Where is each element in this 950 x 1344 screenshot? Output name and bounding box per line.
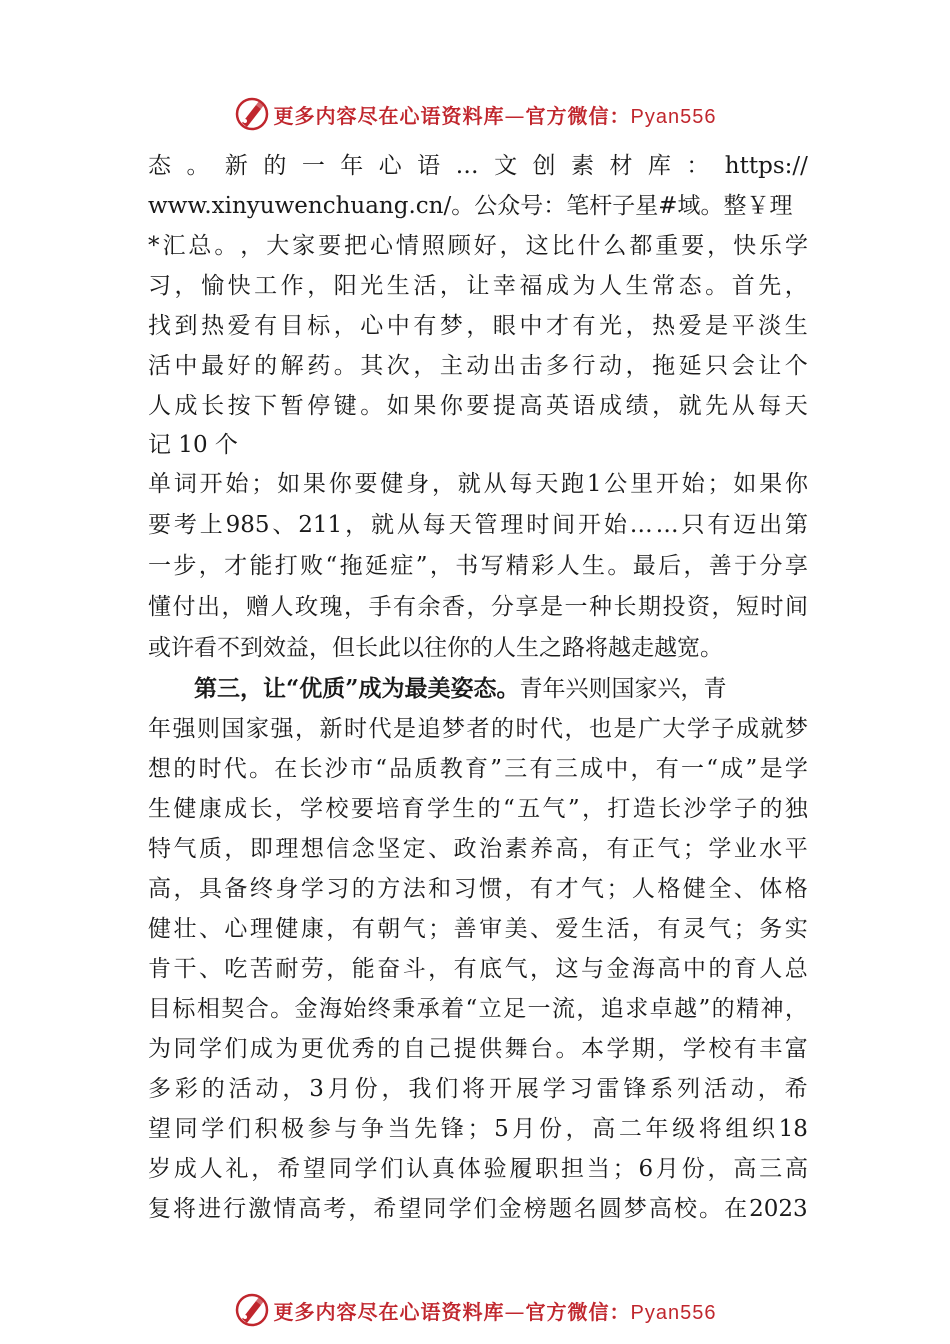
- footer-banner-text: 更多内容尽在心语资料库—官方微信：Pyan556: [273, 1299, 717, 1324]
- text-line: 或许看不到效益，但长此以往你的人生之路将越走越宽。: [148, 635, 723, 661]
- text-line: 多 彩 的 活 动 ， 3 月 份 ， 我 们 将 开 展 学 习 雷 锋 系 列 活 动 ， 希: [148, 1076, 808, 1102]
- text-line: 复 将 进 行 激 情 高 考 ， 希 望 同 学 们 金 榜 题 名 圆 梦 高 校 。 在 2023: [148, 1196, 808, 1222]
- text-line: 习 ， 愉 快 工 作 ， 阳 光 生 活 ， 让 幸 福 成 为 人 生 常 态 。 首 先 ，: [148, 273, 808, 299]
- text-line: * 汇 总 。 ， 大 家 要 把 心 情 照 顾 好 ， 这 比 什 么 都 重 要 ， 快 乐 学: [148, 233, 808, 259]
- text-line: 高 ， 具 备 终 身 学 习 的 方 法 和 习 惯 ， 有 才 气 ； 人 格 健 全 、 体 格: [148, 876, 808, 902]
- text-line: 特 气 质 ， 即 理 想 信 念 坚 定 、 政 治 素 养 高 ， 有 正 气 ； 学 业 水 平: [148, 836, 808, 862]
- text-line: 望 同 学 们 积 极 参 与 争 当 先 锋 ； 5 月 份 ， 高 二 年 级 将 组 织 18: [148, 1116, 808, 1142]
- text-line: 态 。 新 的 一 年 心 语 … 文 创 素 材 库 ： https://: [148, 153, 808, 179]
- text-line: 为 同 学 们 成 为 更 优 秀 的 自 己 提 供 舞 台 。 本 学 期 ， 学 校 有 丰 富: [148, 1036, 808, 1062]
- text-line: 目 标 相 契 合 。 金 海 始 终 秉 承 着 “ 立 足 一 流 ， 追 求 卓 越 ” 的 精 神 ，: [148, 996, 808, 1022]
- text-line: 人 成 长 按 下 暂 停 键 。 如 果 你 要 提 高 英 语 成 绩 ， 就 先 从 每 天: [148, 393, 808, 419]
- text-line: 单 词 开 始 ； 如 果 你 要 健 身 ， 就 从 每 天 跑 1 公 里 开 始 ； 如 果 你: [148, 471, 808, 497]
- section-heading-line: [148, 671, 808, 707]
- section-heading: 第三，让“优质”成为最美姿态。: [194, 675, 520, 702]
- text-line: 健 壮 、 心 理 健 康 ， 有 朝 气 ； 善 审 美 、 爱 生 活 ， 有 灵 气 ； 务 实: [148, 916, 808, 942]
- text-line: www.xinyuwenchuang.cn/。公众号：笔杆子星#域。整￥理: [148, 193, 793, 219]
- text-line: 想 的 时 代 。 在 长 沙 市 “ 品 质 教 育 ” 三 有 三 成 中 ， 有 一 “ 成 ” 是 学: [148, 756, 808, 782]
- header-banner: [0, 92, 950, 136]
- text-line: 一 步 ， 才 能 打 败 “ 拖 延 症 ” ， 书 写 精 彩 人 生 。 最 后 ， 善 于 分 享: [148, 553, 808, 579]
- pen-logo-icon: [234, 96, 270, 132]
- text-line: 找 到 热 爱 有 目 标 ， 心 中 有 梦 ， 眼 中 才 有 光 ， 热 爱 是 平 淡 生: [148, 313, 808, 339]
- pen-logo-icon: [234, 1292, 270, 1328]
- text-line: 活 中 最 好 的 解 药 。 其 次 ， 主 动 出 击 多 行 动 ， 拖 延 只 会 让 个: [148, 353, 808, 379]
- footer-banner: [0, 1288, 950, 1332]
- text-line: 生 健 康 成 长 ， 学 校 要 培 育 学 生 的 “ 五 气 ” ， 打 造 长 沙 学 子 的 独: [148, 796, 808, 822]
- section-heading-rest: 青年兴则国家兴，青: [519, 676, 727, 702]
- header-banner-text: 更多内容尽在心语资料库—官方微信：Pyan556: [273, 103, 717, 128]
- text-line: 肯 干 、 吃 苦 耐 劳 ， 能 奋 斗 ， 有 底 气 ， 这 与 金 海 高 中 的 育 人 总: [148, 956, 808, 982]
- text-line: 懂 付 出 ， 赠 人 玫 瑰 ， 手 有 余 香 ， 分 享 是 一 种 长 期 投 资 ， 短 时 间: [148, 594, 808, 620]
- text-line: 年 强 则 国 家 强 ， 新 时 代 是 追 梦 者 的 时 代 ， 也 是 广 大 学 子 成 就 梦: [148, 716, 808, 742]
- text-line: 要 考 上 985 、 211 ， 就 从 每 天 管 理 时 间 开 始 … … 只 有 迈 出 第: [148, 512, 808, 538]
- text-line: 岁 成 人 礼 ， 希 望 同 学 们 认 真 体 验 履 职 担 当 ； 6 月 份 ， 高 三 高: [148, 1156, 808, 1182]
- text-line: 记 10 个: [148, 432, 238, 458]
